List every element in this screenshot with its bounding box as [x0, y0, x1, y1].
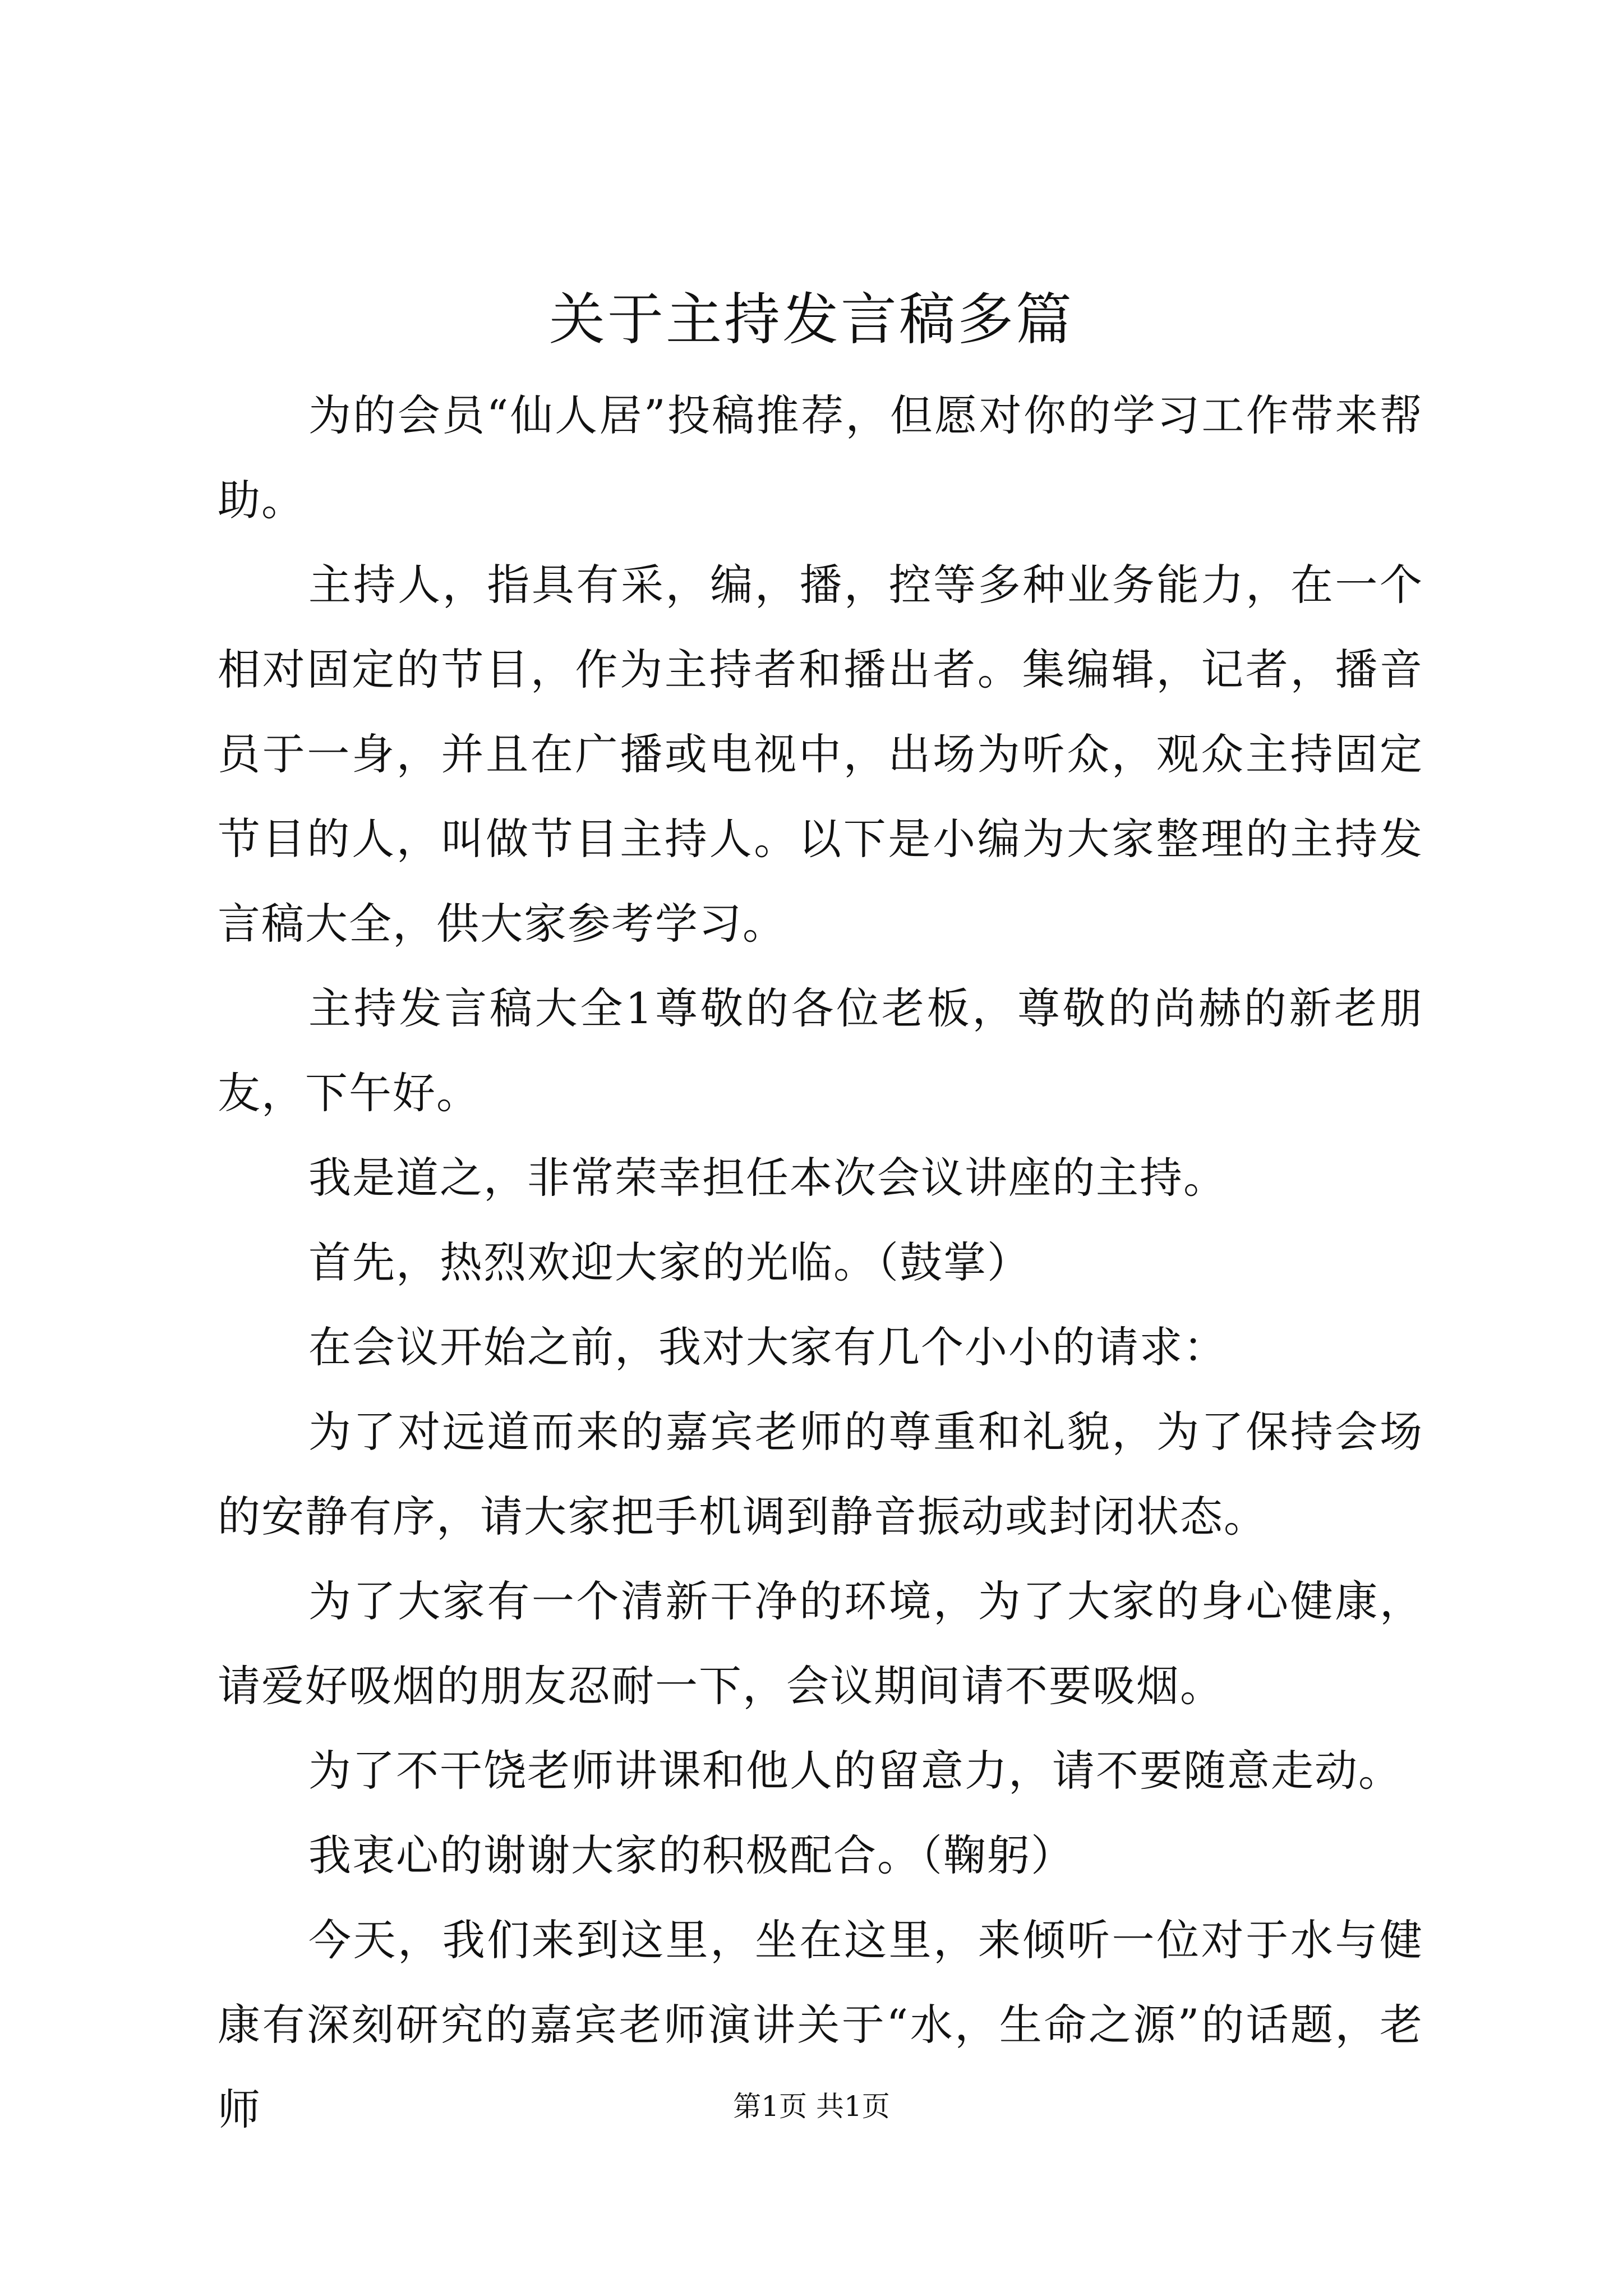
paragraph: 为了大家有一个清新干净的环境，为了大家的身心健康，请爱好吸烟的朋友忍耐一下，会议期间请不要吸烟。 [218, 1576, 1423, 1711]
paragraph: 主持发言稿大全1尊敬的各位老板，尊敬的尚赫的新老朋友，下午好。 [218, 983, 1423, 1118]
document-body [218, 373, 1423, 2152]
paragraph: 为了不干饶老师讲课和他人的留意力，请不要随意走动。 [308, 1746, 1402, 1796]
paragraph: 我衷心的谢谢大家的积极配合。（鞠躬） [308, 1830, 1075, 1880]
paragraph: 今天，我们来到这里，坐在这里，来倾听一位对于水与健康有深刻研究的嘉宾老师演讲关于“水，生命之源”的话题，老师 [218, 1915, 1423, 2134]
paragraph: 首先，热烈欢迎大家的光临。（鼓掌） [308, 1237, 1031, 1287]
paragraph: 主持人，指具有采，编，播，控等多种业务能力，在一个相对固定的节目，作为主持者和播出者。集编辑，记者，播音员于一身，并且在广播或电视中，出场为听众，观众主持固定节目的人，叫做节目主持人。以下是小编为大家整理的主持发言稿大全，供大家参考学习。 [218, 560, 1423, 949]
paragraph: 为的会员“仙人居”投稿推荐，但愿对你的学习工作带来帮助。 [218, 390, 1423, 525]
paragraph: 为了对远道而来的嘉宾老师的尊重和礼貌，为了保持会场的安静有序，请大家把手机调到静音振动或封闭状态。 [218, 1407, 1423, 1542]
paragraph: 我是道之，非常荣幸担任本次会议讲座的主持。 [308, 1153, 1227, 1203]
paragraph: 在会议开始之前，我对大家有几个小小的请求： [308, 1322, 1227, 1372]
page-footer: 第1页 共1页 [733, 2090, 890, 2123]
document-title: 关于主持发言稿多篇 [549, 287, 1074, 352]
